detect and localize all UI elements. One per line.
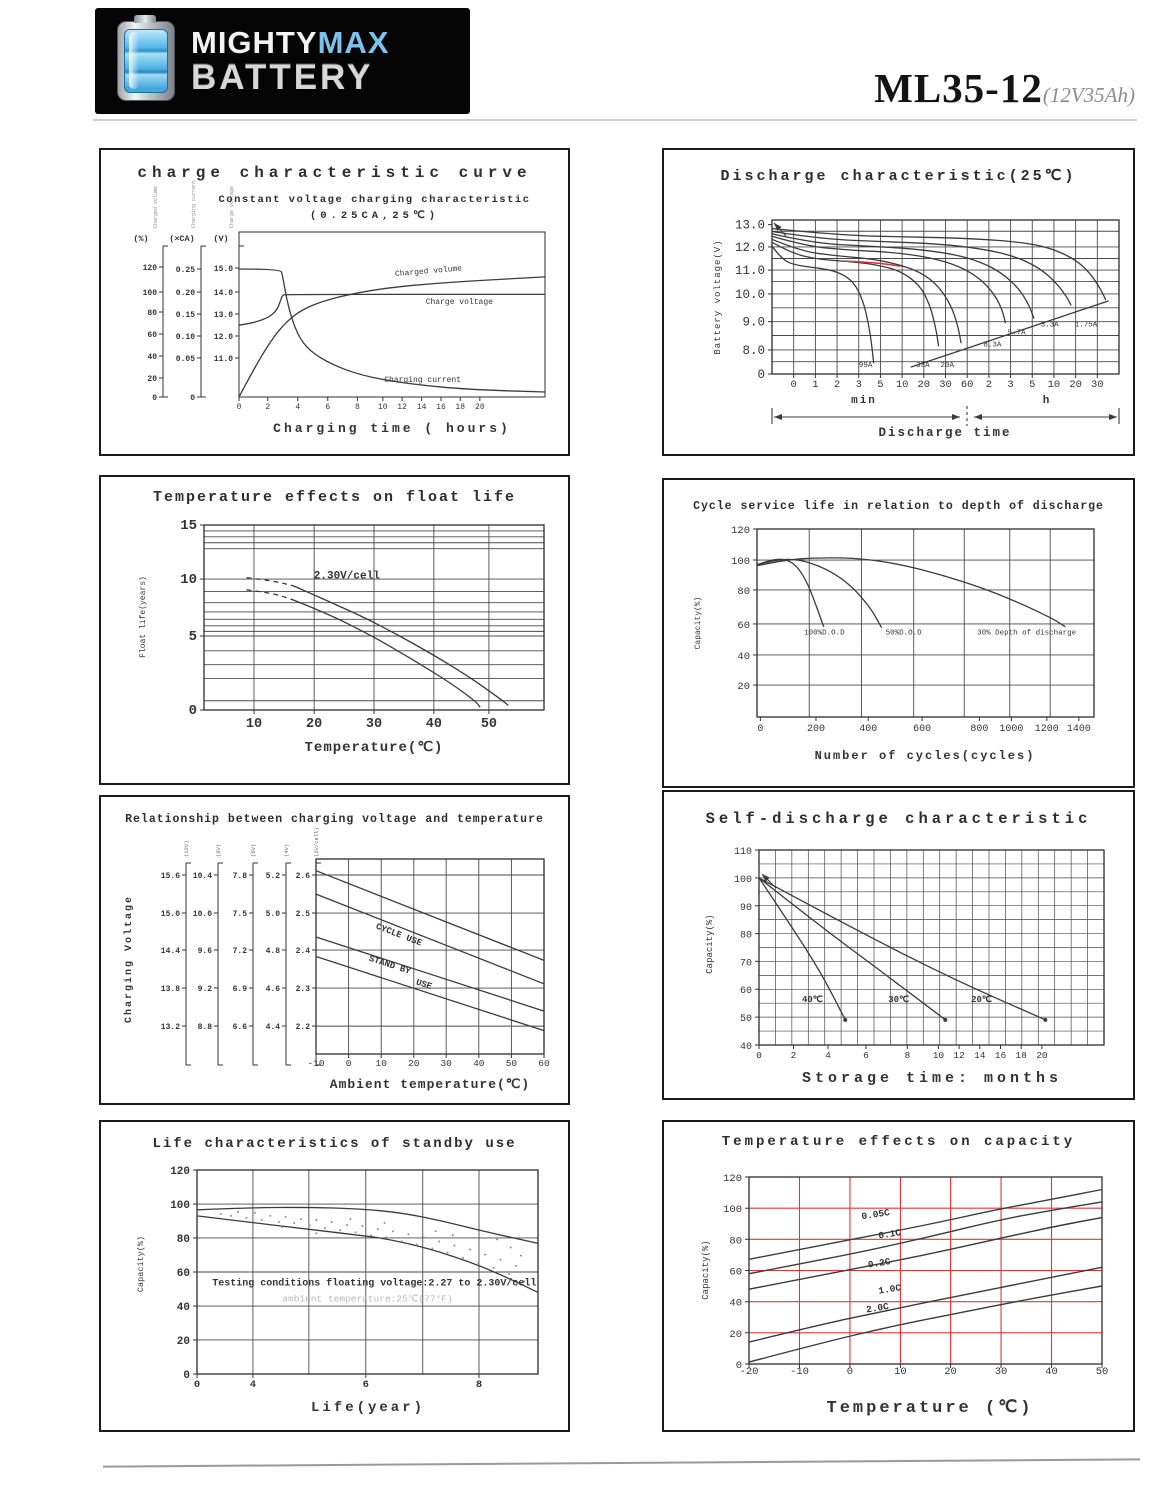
chart-title: Discharge characteristic(25℃): [720, 168, 1077, 185]
svg-text:8: 8: [475, 1379, 483, 1391]
svg-text:0.2C: 0.2C: [867, 1256, 892, 1271]
svg-text:(6V): (6V): [250, 843, 257, 857]
svg-text:Number of cycles(cycles): Number of cycles(cycles): [814, 749, 1036, 763]
svg-text:30: 30: [1091, 379, 1104, 391]
svg-text:4.4: 4.4: [265, 1023, 280, 1032]
svg-text:14.4: 14.4: [160, 947, 180, 956]
svg-text:Charging Voltage: Charging Voltage: [124, 894, 135, 1024]
svg-text:100: 100: [731, 556, 750, 569]
svg-text:1.75A: 1.75A: [1074, 321, 1098, 330]
svg-text:Life(year): Life(year): [310, 1400, 426, 1416]
svg-text:600: 600: [913, 724, 932, 735]
panel-temperature-capacity: [662, 1120, 1135, 1432]
temperature-capacity-chart: [664, 1122, 1133, 1430]
chart-title: Cycle service life in relation to depth of discharge: [693, 500, 1104, 513]
svg-text:8: 8: [904, 1050, 911, 1061]
svg-text:Capacity(%): Capacity(%): [701, 1240, 711, 1300]
svg-text:120: 120: [731, 525, 750, 537]
svg-text:14.0: 14.0: [213, 289, 233, 298]
svg-text:5: 5: [188, 629, 197, 645]
svg-text:0: 0: [193, 1379, 201, 1391]
svg-text:20: 20: [475, 403, 485, 412]
svg-text:9.2: 9.2: [197, 985, 212, 994]
svg-text:2: 2: [833, 379, 841, 391]
svg-text:20: 20: [408, 1058, 420, 1069]
svg-text:40: 40: [729, 1297, 742, 1310]
svg-text:800: 800: [970, 724, 989, 735]
svg-text:Ambient temperature(℃): Ambient temperature(℃): [329, 1077, 531, 1092]
brand-mighty: MIGHTY: [191, 25, 318, 60]
svg-text:100: 100: [170, 1200, 190, 1213]
svg-text:4.8: 4.8: [265, 947, 280, 956]
svg-text:6: 6: [325, 403, 331, 412]
brand-max: MAX: [317, 25, 390, 60]
svg-text:16: 16: [994, 1050, 1007, 1061]
svg-text:14: 14: [416, 403, 427, 412]
svg-text:2.5: 2.5: [295, 910, 310, 919]
svg-text:20: 20: [729, 1328, 742, 1341]
svg-text:30: 30: [994, 1366, 1008, 1378]
svg-text:7.2: 7.2: [232, 947, 247, 956]
svg-text:h: h: [1042, 395, 1050, 407]
svg-text:2.6: 2.6: [295, 872, 310, 881]
svg-text:20: 20: [737, 681, 750, 694]
battery-core: [124, 29, 168, 93]
svg-text:40: 40: [425, 717, 442, 732]
svg-text:5: 5: [1029, 379, 1036, 391]
svg-text:0: 0: [757, 724, 764, 735]
svg-text:4: 4: [249, 1379, 257, 1391]
panel-standby-life: [99, 1120, 570, 1432]
svg-text:(8V): (8V): [215, 843, 222, 857]
svg-text:40: 40: [473, 1058, 485, 1069]
svg-text:20: 20: [944, 1366, 957, 1378]
svg-text:15.0: 15.0: [160, 910, 180, 919]
svg-text:12.0: 12.0: [213, 333, 233, 342]
svg-text:Capacity(%): Capacity(%): [136, 1235, 146, 1293]
svg-text:CYCLE USE: CYCLE USE: [374, 921, 424, 949]
brand-text: [191, 27, 389, 95]
svg-text:(×CA): (×CA): [169, 234, 195, 244]
svg-text:8: 8: [355, 403, 360, 412]
svg-text:0.1C: 0.1C: [877, 1227, 902, 1242]
svg-text:Float life(years): Float life(years): [139, 576, 148, 658]
footer-divider: [103, 1458, 1140, 1467]
svg-text:100: 100: [142, 289, 157, 298]
chart-subtitle: [191, 194, 558, 222]
svg-text:4.6: 4.6: [265, 985, 280, 994]
svg-text:60: 60: [176, 1268, 190, 1280]
svg-text:110: 110: [733, 847, 752, 858]
svg-text:Discharge time: Discharge time: [878, 426, 1012, 440]
svg-text:60: 60: [960, 379, 974, 391]
svg-text:20: 20: [176, 1335, 190, 1348]
battery-icon: [117, 21, 175, 101]
model-heading: [874, 64, 1135, 112]
chart-title: Self-discharge characteristic: [705, 810, 1092, 828]
svg-text:1.0C: 1.0C: [877, 1282, 902, 1297]
svg-text:1: 1: [812, 379, 819, 391]
svg-text:7.5: 7.5: [232, 910, 247, 919]
svg-text:200: 200: [806, 724, 825, 735]
svg-text:14: 14: [974, 1050, 986, 1061]
svg-text:0: 0: [735, 1360, 742, 1372]
panel-float-life: [99, 475, 570, 785]
svg-text:6: 6: [362, 1379, 369, 1391]
svg-text:60: 60: [737, 619, 750, 632]
svg-text:7.8: 7.8: [232, 872, 247, 881]
svg-text:3: 3: [855, 379, 862, 391]
svg-text:0: 0: [756, 1050, 762, 1061]
svg-text:10: 10: [378, 403, 388, 412]
svg-text:-10: -10: [307, 1058, 325, 1069]
svg-text:400: 400: [859, 724, 878, 735]
svg-text:2.3: 2.3: [295, 985, 310, 994]
svg-text:30% Depth of discharge: 30% Depth of discharge: [977, 629, 1077, 638]
model-capacity: (12V35Ah): [1042, 83, 1135, 107]
svg-text:0: 0: [183, 1370, 190, 1382]
svg-text:4: 4: [295, 403, 301, 412]
svg-text:0: 0: [345, 1058, 352, 1069]
svg-text:80: 80: [147, 309, 157, 318]
svg-text:(4V): (4V): [283, 843, 290, 857]
svg-text:Temperature (℃): Temperature (℃): [826, 1399, 1034, 1418]
svg-text:40: 40: [739, 1042, 752, 1053]
svg-text:15.0: 15.0: [213, 265, 233, 274]
chart-title: Temperature effects on float life: [152, 489, 517, 506]
svg-text:2.0C: 2.0C: [865, 1301, 890, 1316]
brand-line1: [191, 27, 389, 58]
svg-text:40: 40: [176, 1302, 190, 1315]
svg-text:2.2: 2.2: [295, 1023, 310, 1032]
panel-discharge-characteristic: [662, 148, 1135, 456]
svg-text:50: 50: [480, 717, 498, 732]
svg-text:2: 2: [985, 379, 993, 391]
svg-text:8.8: 8.8: [197, 1023, 212, 1032]
cycle-service-life-chart: [664, 480, 1133, 786]
svg-text:50: 50: [739, 1014, 752, 1026]
svg-text:5: 5: [877, 379, 884, 391]
svg-text:(2V/cell): (2V/cell): [313, 827, 320, 857]
svg-text:Charge voltage: Charge voltage: [425, 297, 493, 307]
svg-text:20: 20: [1069, 379, 1082, 391]
svg-text:13.0: 13.0: [213, 311, 233, 320]
svg-text:8.3A: 8.3A: [983, 341, 1002, 350]
svg-text:2.4: 2.4: [295, 947, 310, 956]
chart-title: Relationship between charging voltage and temperature: [125, 813, 544, 826]
svg-text:0.20: 0.20: [175, 289, 195, 298]
chart-title: charge characteristic curve: [137, 164, 532, 182]
svg-text:Testing conditions floating vo: Testing conditions floating voltage:2.27 to 2.30V/cell: [212, 1278, 537, 1290]
svg-text:0.15: 0.15: [175, 311, 195, 320]
svg-text:12: 12: [397, 403, 407, 412]
svg-text:40: 40: [737, 650, 750, 663]
svg-text:10.4: 10.4: [192, 872, 212, 881]
svg-text:13.2: 13.2: [160, 1023, 180, 1032]
svg-text:20A: 20A: [940, 362, 954, 371]
svg-text:USE: USE: [414, 977, 434, 993]
svg-text:30: 30: [365, 717, 383, 732]
svg-text:15.6: 15.6: [160, 872, 180, 881]
svg-text:10: 10: [180, 572, 197, 589]
svg-text:(V): (V): [213, 234, 229, 244]
svg-text:16: 16: [436, 403, 446, 412]
svg-text:40: 40: [147, 353, 157, 362]
svg-text:100: 100: [723, 1204, 742, 1217]
svg-text:0: 0: [236, 403, 242, 412]
svg-text:10: 10: [932, 1050, 945, 1061]
svg-text:20: 20: [147, 375, 157, 384]
svg-text:18: 18: [455, 403, 466, 412]
svg-text:90: 90: [739, 902, 752, 914]
svg-text:12.0: 12.0: [734, 240, 765, 255]
svg-text:1400: 1400: [1066, 724, 1091, 735]
svg-text:3: 3: [1007, 379, 1014, 391]
svg-text:Temperature(℃): Temperature(℃): [304, 740, 444, 756]
svg-text:0.10: 0.10: [175, 333, 195, 342]
svg-text:10.0: 10.0: [192, 910, 212, 919]
svg-text:10: 10: [375, 1058, 387, 1069]
svg-text:120: 120: [142, 264, 157, 273]
svg-text:Capacity(%): Capacity(%): [705, 914, 715, 974]
chart-title: Life characteristics of standby use: [152, 1136, 517, 1152]
svg-text:10: 10: [1047, 379, 1061, 391]
svg-text:2: 2: [265, 403, 271, 412]
svg-text:0: 0: [790, 379, 797, 391]
chart-title: Temperature effects on capacity: [721, 1134, 1076, 1150]
svg-text:(12V): (12V): [183, 840, 190, 857]
svg-text:80: 80: [176, 1233, 190, 1246]
svg-text:10: 10: [895, 379, 909, 391]
svg-text:-10: -10: [790, 1366, 809, 1378]
svg-text:5.7A: 5.7A: [1007, 329, 1026, 338]
svg-text:60: 60: [147, 331, 157, 340]
svg-text:50%D.O.D: 50%D.O.D: [885, 629, 922, 638]
svg-text:ambient temperature:25℃(77°F): ambient temperature:25℃(77°F): [282, 1293, 453, 1305]
svg-text:11.0: 11.0: [213, 355, 233, 364]
svg-text:100: 100: [733, 874, 752, 886]
brand-logo: [95, 8, 470, 114]
svg-text:min: min: [851, 395, 877, 407]
float-life-chart: [101, 477, 568, 783]
svg-text:Charging current: Charging current: [384, 376, 462, 386]
svg-text:1200: 1200: [1034, 724, 1059, 735]
svg-text:20: 20: [306, 717, 323, 732]
svg-text:80: 80: [729, 1235, 742, 1248]
svg-text:60: 60: [538, 1058, 550, 1069]
svg-text:50: 50: [505, 1058, 518, 1069]
svg-text:30: 30: [939, 379, 952, 391]
svg-text:1000: 1000: [999, 724, 1024, 735]
svg-text:0: 0: [190, 394, 195, 403]
svg-text:STAND BY: STAND BY: [367, 953, 412, 977]
svg-text:70: 70: [739, 958, 752, 970]
subtitle-line2: (0.25CA,25℃): [309, 210, 440, 222]
self-discharge-chart: [664, 792, 1133, 1098]
svg-text:(%): (%): [133, 234, 149, 244]
svg-text:99A: 99A: [858, 362, 873, 371]
discharge-characteristic-chart: [664, 150, 1133, 454]
panel-cycle-service-life: [662, 478, 1135, 788]
model-number: ML35-12: [874, 65, 1043, 111]
header-divider: [93, 119, 1137, 121]
svg-text:40℃: 40℃: [802, 995, 823, 1006]
svg-text:100%D.O.D: 100%D.O.D: [804, 629, 845, 638]
svg-text:0: 0: [152, 394, 157, 403]
standby-life-chart: [101, 1122, 568, 1430]
panel-charge-characteristic: [99, 148, 570, 456]
svg-text:12: 12: [953, 1050, 965, 1061]
svg-text:2: 2: [790, 1050, 797, 1061]
panel-self-discharge: [662, 790, 1135, 1100]
svg-text:0.05C: 0.05C: [860, 1207, 891, 1223]
svg-text:Charged volume: Charged volume: [394, 264, 463, 280]
svg-text:40: 40: [1045, 1366, 1058, 1378]
svg-text:Charging current: Charging current: [191, 179, 197, 228]
svg-text:Battery voltage(V): Battery voltage(V): [713, 239, 723, 355]
svg-text:60: 60: [739, 986, 752, 998]
svg-text:80: 80: [739, 930, 752, 942]
svg-text:80: 80: [737, 585, 750, 598]
svg-text:60: 60: [729, 1266, 742, 1279]
svg-text:10: 10: [245, 717, 263, 732]
svg-text:20: 20: [917, 379, 931, 391]
svg-text:6.9: 6.9: [232, 985, 247, 994]
svg-text:5.2: 5.2: [265, 872, 280, 881]
svg-text:20℃: 20℃: [971, 995, 992, 1006]
svg-text:10: 10: [894, 1366, 907, 1378]
svg-text:9.6: 9.6: [197, 947, 212, 956]
svg-text:3.3A: 3.3A: [1040, 321, 1059, 330]
charging-voltage-temperature-chart: [101, 797, 568, 1103]
svg-text:-20: -20: [739, 1366, 759, 1378]
subtitle-line1: Constant voltage charging characteristic: [218, 194, 531, 206]
svg-text:0.25: 0.25: [175, 266, 195, 275]
svg-text:18: 18: [1015, 1050, 1027, 1061]
svg-text:11.0: 11.0: [734, 264, 765, 279]
svg-text:4: 4: [825, 1050, 831, 1061]
panel-charging-voltage-temperature: [99, 795, 570, 1105]
svg-text:Charged volume: Charged volume: [153, 185, 159, 228]
svg-text:120: 120: [170, 1166, 190, 1178]
svg-text:15: 15: [180, 518, 197, 534]
svg-text:6.6: 6.6: [232, 1023, 247, 1032]
svg-text:0.05: 0.05: [175, 355, 195, 364]
svg-text:Storage time: months: Storage time: months: [801, 1070, 1063, 1087]
svg-text:13.8: 13.8: [160, 985, 180, 994]
svg-text:9.0: 9.0: [742, 315, 765, 330]
svg-text:0: 0: [188, 703, 197, 719]
svg-text:30: 30: [440, 1058, 452, 1069]
svg-text:10.0: 10.0: [734, 287, 765, 302]
svg-text:Capacity(%): Capacity(%): [694, 596, 703, 650]
svg-text:6: 6: [863, 1050, 869, 1061]
svg-text:120: 120: [723, 1173, 742, 1185]
svg-text:0: 0: [846, 1366, 854, 1378]
svg-text:5.0: 5.0: [265, 910, 280, 919]
svg-text:Charge voltage: Charge voltage: [229, 185, 235, 228]
brand-battery: BATTERY: [191, 58, 374, 97]
svg-text:50: 50: [1095, 1366, 1109, 1378]
svg-text:30℃: 30℃: [888, 995, 910, 1006]
svg-text:33A: 33A: [916, 362, 930, 371]
svg-text:2.30V/cell: 2.30V/cell: [313, 570, 380, 583]
svg-text:Charging time ( hours): Charging time ( hours): [273, 421, 511, 436]
svg-text:8.0: 8.0: [742, 343, 765, 358]
svg-text:20: 20: [1036, 1050, 1048, 1061]
svg-text:13.0: 13.0: [734, 218, 765, 233]
svg-text:0: 0: [757, 368, 765, 382]
